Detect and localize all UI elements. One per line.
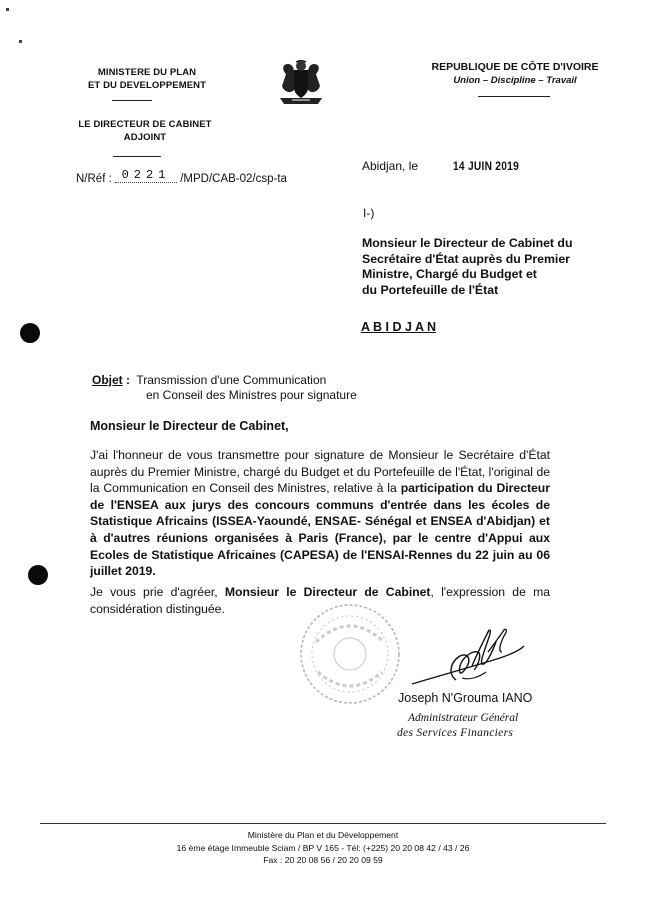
- reference-suffix: /MPD/CAB-02/csp-ta: [180, 173, 287, 185]
- recipient-line: Monsieur le Directeur de Cabinet du: [362, 236, 573, 250]
- recipient-line: Ministre, Chargé du Budget et: [362, 267, 537, 282]
- subject-line-2: en Conseil des Ministres pour signature: [146, 388, 357, 402]
- letter-date: 14 JUIN 2019: [453, 159, 520, 173]
- signatory-title-1: Administrateur Général: [408, 712, 519, 724]
- ministry-name: [82, 66, 212, 92]
- ministry-line-1: MINISTERE DU PLAN: [97, 67, 197, 78]
- footer: [40, 829, 606, 867]
- republic-motto: Union – Discipline – Travail: [453, 75, 577, 86]
- recipient-mark: I-): [363, 206, 375, 220]
- recipient-line: Secrétaire d'État auprès du Premier: [362, 251, 570, 266]
- recipient-address: [362, 236, 572, 298]
- paragraph-2-after: , l'expression de ma considération distinguée.: [90, 585, 550, 616]
- signatory-title-2: des Services Financiers: [397, 727, 514, 739]
- salutation: Monsieur le Directeur de Cabinet,: [90, 419, 289, 433]
- office-name: [76, 118, 214, 144]
- republic-name: REPUBLIQUE DE CÔTE D'IVOIRE: [431, 61, 599, 73]
- place-city: Abidjan, le: [362, 159, 419, 173]
- header-divider: [112, 100, 152, 101]
- punch-hole-top: [20, 323, 40, 343]
- reference-number: 0221: [115, 168, 177, 183]
- paragraph-1-intro: J'ai l'honneur de vous transmettre pour signature de Monsieur le Secrétaire d'État auprès du Premier Ministre, chargé du Budget et du Portefeuille de l'État, l'original de la Communication en Conseil des Ministres, relative à la: [90, 448, 550, 496]
- subject-block: [92, 373, 326, 388]
- office-line-1: LE DIRECTEUR DE CABINET: [78, 119, 212, 130]
- subject-label: Objet: [92, 373, 123, 387]
- recipient-line: du Portefeuille de l'État: [362, 282, 499, 297]
- coat-of-arms-emblem: [272, 60, 330, 106]
- paragraph-2-before: Je vous prie d'agréer,: [90, 585, 225, 599]
- footer-rule: [40, 823, 606, 824]
- reference-label: N/Réf :: [76, 173, 112, 185]
- body-paragraph-1: [90, 447, 550, 580]
- footer-line-2: 16 ème étage Immeuble Sciam / BP V 165 - Tél: (+225) 20 20 08 42 / 43 / 26: [176, 842, 470, 853]
- ministry-line-2: ET DU DEVELOPPEMENT: [87, 80, 207, 91]
- reference-line: [76, 168, 287, 187]
- recipient-city: A B I D J A N: [361, 320, 437, 334]
- signatory-name: Joseph N'Grouma IANO: [398, 691, 533, 705]
- office-line-2: ADJOINT: [123, 132, 167, 143]
- place-date: [362, 159, 531, 173]
- motto-divider: [478, 96, 550, 97]
- footer-line-3: Fax : 20 20 08 56 / 20 20 09 59: [263, 855, 383, 865]
- footer-line-1: Ministère du Plan et du Développement: [247, 830, 399, 840]
- subject-line-1: Transmission d'une Communication: [136, 373, 327, 387]
- scan-mark: [6, 8, 9, 11]
- office-divider: [113, 156, 161, 157]
- punch-hole-bottom: [28, 565, 48, 585]
- handwritten-signature: [408, 622, 528, 694]
- scan-mark: [19, 40, 22, 43]
- subject-separator: :: [126, 373, 131, 387]
- paragraph-1-emphasis: participation du Directeur de l'ENSEA aux jurys des concours communs d'entrée dans les écoles de Statistique Africains (ISSEA-Yaoundé, ENSAE- Sénégal et ENSEA d'Abidjan) et à d'autres réunions organisées à Paris (France), par le centre d'Appui aux Ecoles de Statistique Africaines (CAPESA) de l'ENSAI-Rennes du 22 juin au 06 juillet 2019.: [90, 481, 550, 579]
- paragraph-2-emphasis: Monsieur le Directeur de Cabinet: [224, 585, 431, 599]
- official-stamp: [298, 602, 402, 706]
